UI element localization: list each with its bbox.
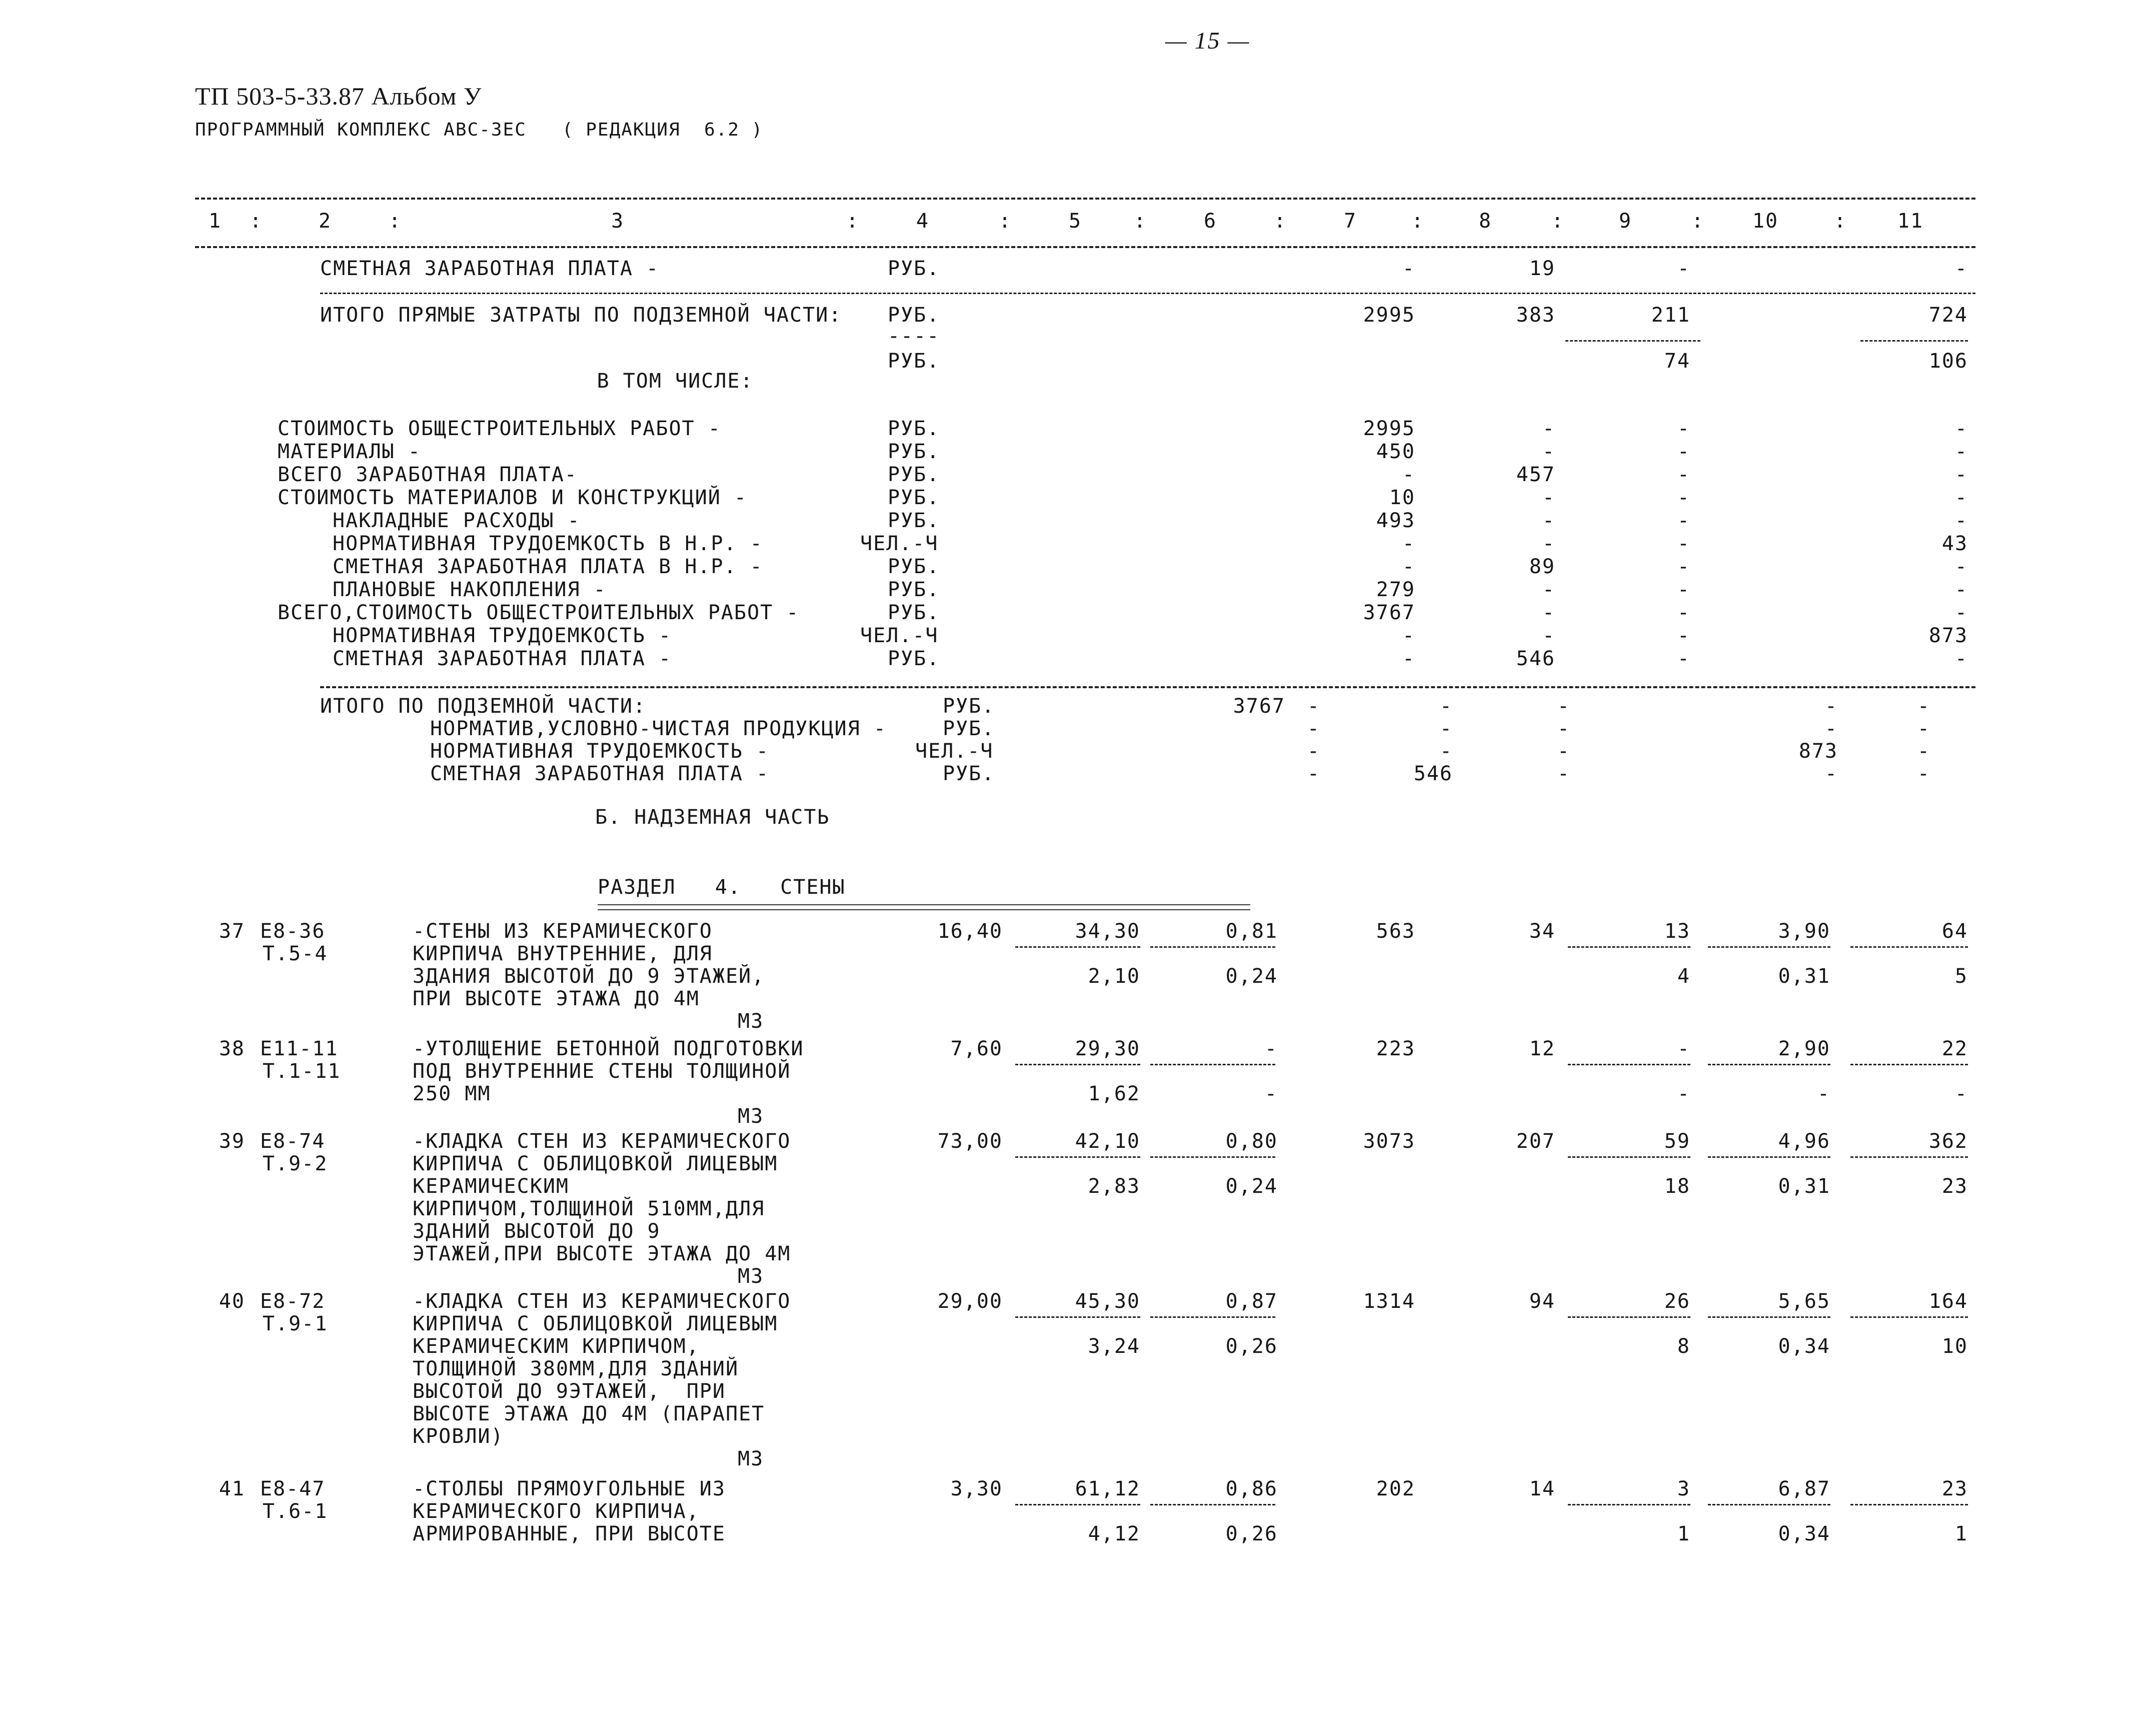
item-value-c11b: 10: [1941, 1335, 1968, 1358]
item-rule-col5: [1015, 1316, 1140, 1318]
summary-value-c9: -: [1677, 257, 1690, 280]
item-value-c6: 0,81: [1225, 920, 1278, 943]
item-code: Е8-47: [260, 1477, 326, 1500]
column-header-3: 3: [611, 210, 625, 233]
underground-total-label: ИТОГО ПО ПОДЗЕМНОЙ ЧАСТИ:: [320, 695, 647, 718]
breakdown-value-c9: -: [1677, 463, 1690, 486]
item-value-c9b: -: [1677, 1082, 1690, 1105]
item-value-c10b: 0,31: [1778, 965, 1830, 988]
summary-value-c8: 383: [1516, 304, 1555, 327]
section-b-title: Б. НАДЗЕМНАЯ ЧАСТЬ: [595, 806, 830, 829]
breakdown-value-c9: -: [1677, 601, 1690, 624]
breakdown-value-c8: -: [1542, 417, 1555, 440]
summary-underline-col11: [1860, 340, 1968, 342]
breakdown-value-c11: -: [1954, 486, 1968, 509]
item-description-line: -КЛАДКА СТЕН ИЗ КЕРАМИЧЕСКОГО: [413, 1290, 791, 1313]
item-value-c8: 207: [1516, 1130, 1555, 1153]
summary-value-c7: -: [1402, 257, 1415, 280]
document-title: ТП 503-5-33.87 Альбом У: [195, 82, 482, 110]
breakdown-value-c11: -: [1954, 578, 1968, 601]
column-separator: :: [249, 210, 263, 233]
breakdown-value-c8: -: [1542, 578, 1555, 601]
item-ref: Т.9-1: [263, 1312, 328, 1335]
summary-value-c9: 211: [1651, 304, 1690, 327]
breakdown-value-c11: -: [1954, 509, 1968, 532]
item-value-c5: 42,10: [1075, 1130, 1140, 1153]
breakdown-unit: РУБ.: [888, 647, 940, 670]
item-value-c6: 0,87: [1225, 1290, 1278, 1313]
item-description-line: ТОЛЩИНОЙ 380ММ,ДЛЯ ЗДАНИЙ: [413, 1357, 739, 1380]
header-rule-bottom: [195, 246, 1975, 248]
breakdown-rule: [320, 686, 1975, 688]
item-rule-col10: [1708, 946, 1830, 948]
breakdown-unit: РУБ.: [888, 440, 940, 463]
breakdown-value-c11: 43: [1941, 532, 1968, 555]
item-value-c9b: 18: [1664, 1175, 1690, 1198]
underground-total-value-b: -: [1307, 717, 1320, 740]
item-ref: Т.1-11: [263, 1060, 341, 1083]
item-value-c6b: 0,26: [1225, 1522, 1278, 1545]
breakdown-label: ВСЕГО ЗАРАБОТНАЯ ПЛАТА-: [278, 463, 578, 486]
column-separator: :: [998, 210, 1012, 233]
item-description-line: КИРПИЧА С ОБЛИЦОВКОЙ ЛИЦЕВЫМ: [413, 1312, 778, 1335]
breakdown-value-c7: -: [1402, 532, 1415, 555]
underground-total-value-c: 546: [1413, 762, 1453, 785]
breakdown-value-c11: -: [1954, 601, 1968, 624]
item-value-c11: 23: [1941, 1477, 1968, 1500]
breakdown-label: СТОИМОСТЬ ОБЩЕСТРОИТЕЛЬНЫХ РАБОТ -: [278, 417, 721, 440]
item-code: Е11-11: [260, 1037, 339, 1060]
item-value-c6b: 0,24: [1225, 1175, 1278, 1198]
item-value-c5: 34,30: [1075, 920, 1140, 943]
column-header-9: 9: [1618, 210, 1632, 233]
breakdown-unit: ЧЕЛ.-Ч: [860, 624, 939, 647]
item-description-line: -СТЕНЫ ИЗ КЕРАМИЧЕСКОГО: [413, 920, 713, 943]
breakdown-label: МАТЕРИАЛЫ -: [278, 440, 421, 463]
breakdown-value-c8: -: [1542, 440, 1555, 463]
item-value-c11b: -: [1954, 1082, 1968, 1105]
breakdown-value-c9: -: [1677, 509, 1690, 532]
item-value-c4: 3,30: [950, 1477, 1003, 1500]
breakdown-value-c7: -: [1402, 624, 1415, 647]
breakdown-value-c7: 3767: [1363, 601, 1415, 624]
breakdown-value-c9: -: [1677, 555, 1690, 578]
item-rule-col5: [1015, 1064, 1140, 1065]
underground-total-value-f: -: [1917, 717, 1930, 740]
item-description-line: КИРПИЧА С ОБЛИЦОВКОЙ ЛИЦЕВЫМ: [413, 1152, 778, 1175]
item-value-c7: 563: [1376, 920, 1415, 943]
item-value-c5b: 1,62: [1088, 1082, 1140, 1105]
item-value-c7: 223: [1376, 1037, 1415, 1060]
item-rule-col11: [1850, 1064, 1968, 1065]
item-description-line: КРОВЛИ): [413, 1425, 504, 1448]
item-value-c9: 13: [1664, 920, 1690, 943]
underground-total-unit: РУБ.: [943, 717, 995, 740]
summary-label: ИТОГО ПРЯМЫЕ ЗАТРАТЫ ПО ПОДЗЕМНОЙ ЧАСТИ:: [320, 304, 842, 327]
item-value-c10: 2,90: [1778, 1037, 1830, 1060]
item-number: 41: [219, 1477, 245, 1500]
item-value-c4: 29,00: [937, 1290, 1003, 1313]
item-description-line: 250 ММ: [413, 1082, 491, 1105]
underground-total-value-b: -: [1307, 740, 1320, 763]
breakdown-unit: ЧЕЛ.-Ч: [860, 532, 939, 555]
breakdown-label: НОРМАТИВНАЯ ТРУДОЕМКОСТЬ -: [333, 624, 672, 647]
item-value-c11: 64: [1941, 920, 1968, 943]
item-description-line: КЕРАМИЧЕСКОГО КИРПИЧА,: [413, 1500, 700, 1523]
breakdown-label: НОРМАТИВНАЯ ТРУДОЕМКОСТЬ В Н.Р. -: [333, 532, 763, 555]
item-code: Е8-74: [260, 1130, 326, 1153]
item-description-line: ЗДАНИЙ ВЫСОТОЙ ДО 9: [413, 1220, 661, 1243]
item-unit: М3: [738, 1010, 764, 1033]
item-value-c10: 6,87: [1778, 1477, 1830, 1500]
item-value-c6: -: [1264, 1037, 1278, 1060]
breakdown-value-c11: -: [1954, 417, 1968, 440]
item-rule-col5: [1015, 946, 1140, 948]
breakdown-value-c9: -: [1677, 624, 1690, 647]
item-value-c5b: 3,24: [1088, 1335, 1140, 1358]
item-value-c9: 3: [1677, 1477, 1690, 1500]
breakdown-value-c9: -: [1677, 578, 1690, 601]
item-rule-col9: [1568, 1504, 1690, 1505]
breakdown-value-c7: -: [1402, 647, 1415, 670]
item-value-c10b: -: [1817, 1082, 1830, 1105]
breakdown-value-c8: -: [1542, 486, 1555, 509]
item-value-c6: 0,80: [1225, 1130, 1278, 1153]
underground-total-label: НОРМАТИВ,УСЛОВНО-ЧИСТАЯ ПРОДУКЦИЯ -: [430, 717, 887, 740]
breakdown-label: ВСЕГО,СТОИМОСТЬ ОБЩЕСТРОИТЕЛЬНЫХ РАБОТ -: [278, 601, 800, 624]
item-ref: Т.9-2: [263, 1152, 328, 1175]
item-number: 38: [219, 1037, 245, 1060]
in-that-number-label: В ТОМ ЧИСЛЕ:: [597, 370, 754, 393]
item-ref: Т.5-4: [263, 942, 328, 965]
item-value-c9: -: [1677, 1037, 1690, 1060]
breakdown-label: СМЕТНАЯ ЗАРАБОТНАЯ ПЛАТА В Н.Р. -: [333, 555, 763, 578]
item-value-c9b: 1: [1677, 1522, 1690, 1545]
item-rule-col6: [1150, 946, 1275, 948]
column-separator: :: [1411, 210, 1425, 233]
summary-label: СМЕТНАЯ ЗАРАБОТНАЯ ПЛАТА -: [320, 257, 660, 280]
item-value-c5: 29,30: [1075, 1037, 1140, 1060]
underground-total-unit: РУБ.: [943, 695, 995, 718]
breakdown-value-c11: -: [1954, 555, 1968, 578]
underground-total-value-e: -: [1824, 762, 1838, 785]
underground-total-value-e: -: [1824, 717, 1838, 740]
section-title: РАЗДЕЛ 4. СТЕНЫ: [598, 876, 846, 899]
page-number: — 15 —: [1165, 28, 1250, 54]
column-header-6: 6: [1203, 210, 1217, 233]
breakdown-value-c9: -: [1677, 532, 1690, 555]
item-value-c4: 16,40: [937, 920, 1003, 943]
breakdown-value-c8: -: [1542, 509, 1555, 532]
breakdown-value-c8: -: [1542, 601, 1555, 624]
summary-value-c11: -: [1954, 257, 1968, 280]
item-code: Е8-72: [260, 1290, 326, 1313]
item-rule-col6: [1150, 1064, 1275, 1065]
item-value-c8: 94: [1529, 1290, 1555, 1313]
column-header-8: 8: [1478, 210, 1492, 233]
underground-total-value-c: -: [1439, 695, 1453, 718]
breakdown-value-c9: -: [1677, 417, 1690, 440]
item-rule-col10: [1708, 1064, 1830, 1065]
underground-total-value-d: -: [1557, 740, 1570, 763]
item-description-line: ВЫСОТОЙ ДО 9ЭТАЖЕЙ, ПРИ: [413, 1380, 726, 1403]
breakdown-value-c7: -: [1402, 555, 1415, 578]
item-value-c10: 3,90: [1778, 920, 1830, 943]
breakdown-value-c11: -: [1954, 440, 1968, 463]
breakdown-value-c7: 493: [1376, 509, 1415, 532]
item-value-c10: 4,96: [1778, 1130, 1830, 1153]
summary-value-c7: 2995: [1363, 304, 1415, 327]
breakdown-value-c8: 89: [1529, 555, 1555, 578]
item-description-line: -УТОЛЩЕНИЕ БЕТОННОЙ ПОДГОТОВКИ: [413, 1037, 804, 1060]
item-code: Е8-36: [260, 920, 326, 943]
underground-total-value-d: -: [1557, 717, 1570, 740]
breakdown-unit: РУБ.: [888, 578, 940, 601]
breakdown-unit: РУБ.: [888, 463, 940, 486]
item-ref: Т.6-1: [263, 1500, 328, 1523]
item-value-c6b: 0,26: [1225, 1335, 1278, 1358]
breakdown-value-c7: 2995: [1363, 417, 1415, 440]
item-description-line: ВЫСОТЕ ЭТАЖА ДО 4М (ПАРАПЕТ: [413, 1402, 765, 1425]
item-unit: М3: [738, 1447, 764, 1470]
underground-total-value-d: -: [1557, 762, 1570, 785]
underground-total-value-b: -: [1307, 762, 1320, 785]
summary-unit-dash: ----: [888, 325, 940, 348]
item-description-line: КЕРАМИЧЕСКИМ: [413, 1175, 569, 1198]
column-separator: :: [1551, 210, 1565, 233]
item-value-c11b: 23: [1941, 1175, 1968, 1198]
item-rule-col9: [1568, 946, 1690, 948]
underground-total-value-b: -: [1307, 695, 1320, 718]
breakdown-unit: РУБ.: [888, 555, 940, 578]
column-header-10: 10: [1752, 210, 1779, 233]
breakdown-value-c8: 546: [1516, 647, 1555, 670]
item-rule-col9: [1568, 1064, 1690, 1065]
breakdown-value-c7: 10: [1389, 486, 1415, 509]
summary-unit: РУБ.: [888, 257, 940, 280]
breakdown-label: СМЕТНАЯ ЗАРАБОТНАЯ ПЛАТА -: [333, 647, 672, 670]
item-value-c10b: 0,31: [1778, 1175, 1830, 1198]
breakdown-value-c9: -: [1677, 440, 1690, 463]
breakdown-value-c11: -: [1954, 463, 1968, 486]
underground-total-value-d: -: [1557, 695, 1570, 718]
underground-total-value-f: -: [1917, 740, 1930, 763]
item-value-c9: 26: [1664, 1290, 1690, 1313]
underground-total-value-e: -: [1824, 695, 1838, 718]
breakdown-unit: РУБ.: [888, 486, 940, 509]
item-description-line: ПОД ВНУТРЕННИЕ СТЕНЫ ТОЛЩИНОЙ: [413, 1060, 791, 1083]
item-rule-col10: [1708, 1156, 1830, 1158]
breakdown-value-c9: -: [1677, 647, 1690, 670]
summary-value-c11: 106: [1928, 350, 1968, 373]
item-unit: М3: [738, 1265, 764, 1288]
summary-value-c9: 74: [1664, 350, 1690, 373]
column-separator: :: [1133, 210, 1147, 233]
summary-unit: РУБ.: [888, 304, 940, 327]
underground-total-label: СМЕТНАЯ ЗАРАБОТНАЯ ПЛАТА -: [430, 762, 770, 785]
underground-total-unit: ЧЕЛ.-Ч: [915, 740, 994, 763]
item-rule-col9: [1568, 1316, 1690, 1318]
column-header-4: 4: [916, 210, 930, 233]
item-value-c9b: 8: [1677, 1335, 1690, 1358]
item-rule-col11: [1850, 946, 1968, 948]
header-rule-top: [195, 198, 1975, 200]
breakdown-value-c7: -: [1402, 463, 1415, 486]
item-value-c11b: 5: [1954, 965, 1968, 988]
breakdown-unit: РУБ.: [888, 417, 940, 440]
underground-total-value-e: 873: [1798, 740, 1838, 763]
item-number: 40: [219, 1290, 245, 1313]
item-rule-col6: [1150, 1504, 1275, 1505]
breakdown-value-c9: -: [1677, 486, 1690, 509]
summary-value-c8: 19: [1529, 257, 1555, 280]
item-value-c5: 61,12: [1075, 1477, 1140, 1500]
item-rule-col9: [1568, 1156, 1690, 1158]
column-header-1: 1: [208, 210, 222, 233]
breakdown-unit: РУБ.: [888, 509, 940, 532]
underground-total-value-f: -: [1917, 695, 1930, 718]
item-description-line: ЗДАНИЯ ВЫСОТОЙ ДО 9 ЭТАЖЕЙ,: [413, 965, 765, 988]
item-value-c5b: 4,12: [1088, 1522, 1140, 1545]
item-value-c4: 7,60: [950, 1037, 1003, 1060]
item-description-line: -КЛАДКА СТЕН ИЗ КЕРАМИЧЕСКОГО: [413, 1130, 791, 1153]
column-header-2: 2: [318, 210, 332, 233]
underground-total-label: НОРМАТИВНАЯ ТРУДОЕМКОСТЬ -: [430, 740, 770, 763]
breakdown-value-c8: 457: [1516, 463, 1555, 486]
column-separator: :: [1691, 210, 1705, 233]
item-description-line: АРМИРОВАННЫЕ, ПРИ ВЫСОТЕ: [413, 1522, 726, 1545]
summary-rule: [320, 293, 1975, 294]
item-description-line: КЕРАМИЧЕСКИМ КИРПИЧОМ,: [413, 1335, 700, 1358]
breakdown-value-c11: 873: [1928, 624, 1968, 647]
item-value-c7: 202: [1376, 1477, 1415, 1500]
column-separator: :: [1273, 210, 1287, 233]
breakdown-label: ПЛАНОВЫЕ НАКОПЛЕНИЯ -: [333, 578, 607, 601]
item-rule-col5: [1015, 1504, 1140, 1505]
underground-total-value-f: -: [1917, 762, 1930, 785]
item-value-c10b: 0,34: [1778, 1522, 1830, 1545]
item-value-c8: 12: [1529, 1037, 1555, 1060]
breakdown-value-c8: -: [1542, 532, 1555, 555]
breakdown-label: НАКЛАДНЫЕ РАСХОДЫ -: [333, 509, 581, 532]
summary-value-c11: 724: [1928, 304, 1968, 327]
underground-total-value-c: -: [1439, 740, 1453, 763]
column-header-5: 5: [1068, 210, 1082, 233]
item-rule-col11: [1850, 1156, 1968, 1158]
item-rule-col5: [1015, 1156, 1140, 1158]
item-value-c8: 34: [1529, 920, 1555, 943]
item-description-line: ПРИ ВЫСОТЕ ЭТАЖА ДО 4М: [413, 987, 700, 1010]
item-value-c9b: 4: [1677, 965, 1690, 988]
item-value-c5b: 2,10: [1088, 965, 1140, 988]
item-value-c11: 22: [1941, 1037, 1968, 1060]
item-value-c7: 3073: [1363, 1130, 1415, 1153]
item-value-c5b: 2,83: [1088, 1175, 1140, 1198]
item-value-c10b: 0,34: [1778, 1335, 1830, 1358]
item-value-c8: 14: [1529, 1477, 1555, 1500]
item-value-c11b: 1: [1954, 1522, 1968, 1545]
column-separator: :: [388, 210, 402, 233]
summary-unit: РУБ.: [888, 350, 940, 373]
breakdown-unit: РУБ.: [888, 601, 940, 624]
program-line: ПРОГРАММНЫЙ КОМПЛЕКС АВС-ЗЕС ( РЕДАКЦИЯ 6.2 ): [195, 120, 764, 140]
breakdown-label: СТОИМОСТЬ МАТЕРИАЛОВ И КОНСТРУКЦИЙ -: [278, 486, 747, 509]
column-separator: :: [846, 210, 860, 233]
item-value-c11: 164: [1928, 1290, 1968, 1313]
section-title-underline: [598, 904, 1250, 910]
column-header-7: 7: [1343, 210, 1357, 233]
item-description-line: КИРПИЧОМ,ТОЛЩИНОЙ 510ММ,ДЛЯ: [413, 1197, 765, 1220]
item-description-line: -СТОЛБЫ ПРЯМОУГОЛЬНЫЕ ИЗ: [413, 1477, 726, 1500]
item-description-line: КИРПИЧА ВНУТРЕННИЕ, ДЛЯ: [413, 942, 713, 965]
item-description-line: ЭТАЖЕЙ,ПРИ ВЫСОТЕ ЭТАЖА ДО 4М: [413, 1242, 791, 1265]
item-value-c5: 45,30: [1075, 1290, 1140, 1313]
item-number: 37: [219, 920, 245, 943]
item-unit: М3: [738, 1105, 764, 1128]
item-rule-col6: [1150, 1156, 1275, 1158]
item-value-c9: 59: [1664, 1130, 1690, 1153]
item-rule-col6: [1150, 1316, 1275, 1318]
summary-underline-col9: [1565, 340, 1700, 342]
breakdown-value-c7: 279: [1376, 578, 1415, 601]
item-rule-col10: [1708, 1504, 1830, 1505]
item-rule-col11: [1850, 1316, 1968, 1318]
underground-total-value-c: -: [1439, 717, 1453, 740]
item-value-c4: 73,00: [937, 1130, 1003, 1153]
item-value-c10: 5,65: [1778, 1290, 1830, 1313]
column-separator: :: [1833, 210, 1847, 233]
item-rule-col11: [1850, 1504, 1968, 1505]
underground-total-value-a: 3767: [1233, 695, 1285, 718]
breakdown-value-c7: 450: [1376, 440, 1415, 463]
item-number: 39: [219, 1130, 245, 1153]
item-value-c6b: -: [1264, 1082, 1278, 1105]
item-value-c11: 362: [1928, 1130, 1968, 1153]
breakdown-value-c8: -: [1542, 624, 1555, 647]
underground-total-unit: РУБ.: [943, 762, 995, 785]
column-header-11: 11: [1897, 210, 1924, 233]
item-value-c6b: 0,24: [1225, 965, 1278, 988]
item-value-c7: 1314: [1363, 1290, 1415, 1313]
item-rule-col10: [1708, 1316, 1830, 1318]
item-value-c6: 0,86: [1225, 1477, 1278, 1500]
breakdown-value-c11: -: [1954, 647, 1968, 670]
